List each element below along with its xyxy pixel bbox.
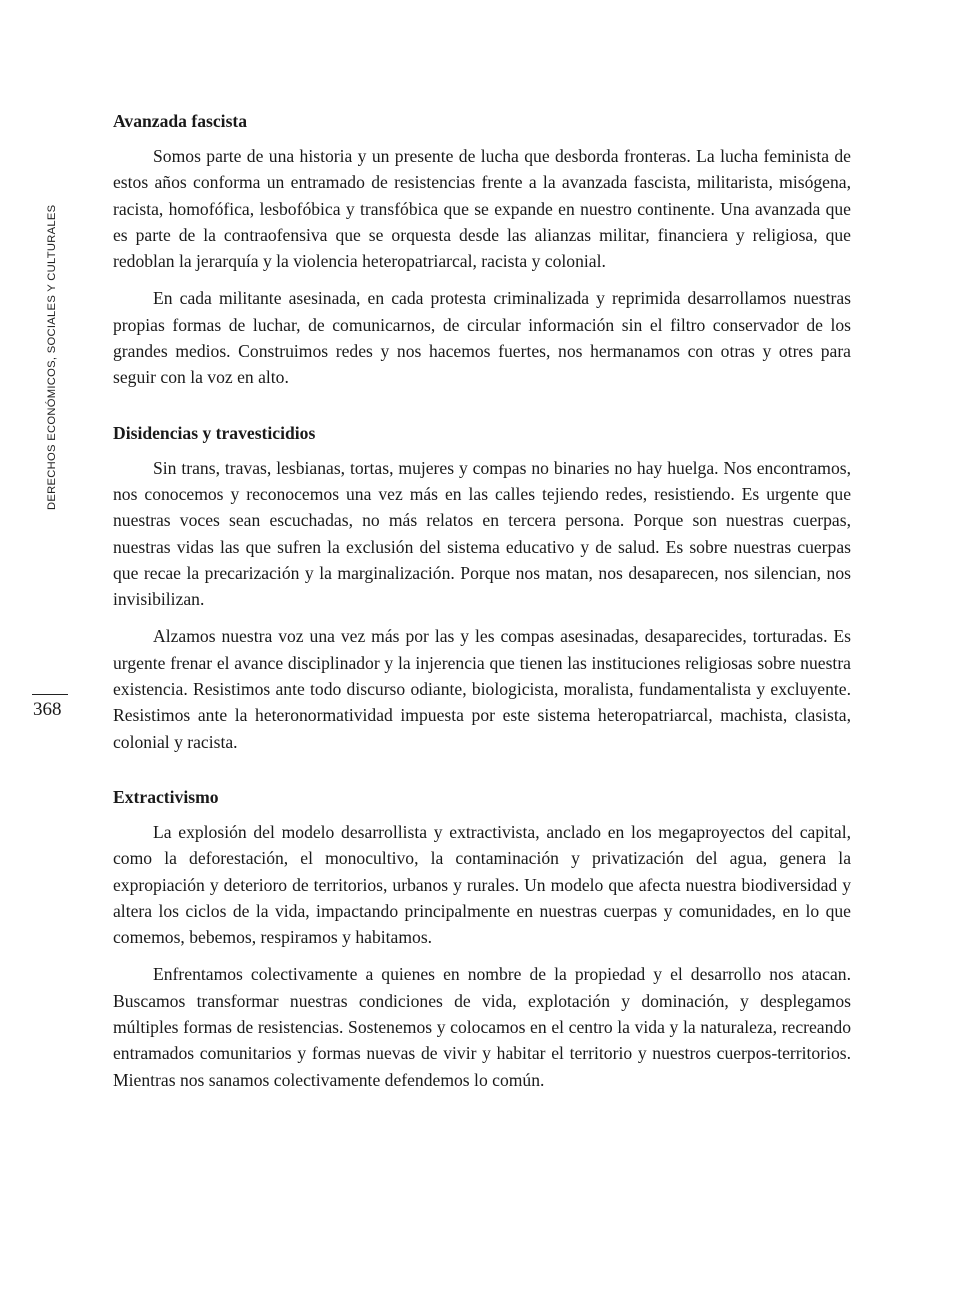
section-extractivismo bbox=[113, 784, 851, 1093]
paragraph: Alzamos nuestra voz una vez más por las y les compas asesinadas, desaparecides, torturadas. Es urgente frenar el avance disciplinador y la injerencia que tienen las instituciones religiosas sobre nuestra existencia. Resistimos ante todo discurso odiante, biologicista, moralista, fundamentalista y excluyente. Resistimos ante la heteronormatividad impuesta por este sistema heteropatriarcal, machista, clasista, colonial y racista. bbox=[113, 626, 851, 752]
paragraph: Sin trans, travas, lesbianas, tortas, mujeres y compas no binaries no hay huelga. Nos encontramos, nos conocemos y reconocemos una vez más en las calles tejiendo redes, resistiendo. Es urgente que nuestras voces sean escuchadas, no más relatos en tercera persona. Porque son nuestras cuerpas, nuestras vidas las que sufren la exclusión del sistema educativo y de salud. Es sobre nuestras cuerpas que recae la precarización y la marginalización. Porque nos matan, nos desaparecen, nos silencian, nos invisibilizan. bbox=[113, 457, 851, 610]
running-head: DERECHOS ECONÓMICOS, SOCIALES Y CULTURALES bbox=[46, 204, 58, 510]
paragraph: La explosión del modelo desarrollista y extractivista, anclado en los megaproyectos del capital, como la deforestación, el monocultivo, la contaminación y privatización del agua, genera la expropiación y deterioro de territorios, urbanos y rurales. Un modelo que afecta nuestra biodiversidad y altera los ciclos de la vida, impactando principalmente en nuestras cuerpas y comunidades, en lo que comemos, bebemos, respiramos y habitamos. bbox=[113, 821, 851, 948]
section-disidencias bbox=[113, 420, 851, 755]
paragraph: Somos parte de una historia y un presente de lucha que desborda fronteras. La lucha feminista de estos años conforma un entramado de resistencias frente a la avanzada fascista, militarista, misógena, racista, homofófica, lesbofóbica y transfóbica que se expande en nuestro continente. Una avanzada que es parte de la contraofensiva que se orquesta desde las alianzas militar, financiera y religiosa, que redoblan la jerarquía y la violencia heteropatriarcal, racista y colonial. bbox=[113, 146, 851, 272]
folio-rule bbox=[32, 694, 68, 695]
section-heading: Disidencias y travesticidios bbox=[113, 422, 316, 443]
page-number: 368 bbox=[33, 699, 62, 720]
section-heading: Extractivismo bbox=[113, 786, 219, 807]
section-heading: Avanzada fascista bbox=[113, 111, 248, 131]
main-text bbox=[113, 108, 851, 1122]
paragraph: Enfrentamos colectivamente a quienes en nombre de la propiedad y el desarrollo nos atacan. Buscamos transformar nuestras condiciones de vida, explotación y dominación, y desplegamos múltiples formas de resistencias. Sostenemos y colocamos en el centro la vida y la naturaleza, recreando entramados comunitarios y formas nuevas de vivir y habitar el territorio y nuestros cuerpos-territorios. Mientras nos sanamos colectivamente defendemos lo común. bbox=[113, 964, 851, 1090]
paragraph: En cada militante asesinada, en cada protesta criminalizada y reprimida desarrollamos nuestras propias formas de luchar, de comunicarnos, de circular información sin el filtro conservador de los grandes medios. Construimos redes y nos hacemos fuertes, nos hermanamos con otras y otres para seguir con la voz en alto. bbox=[113, 288, 851, 388]
section-avanzada-fascista bbox=[113, 108, 851, 391]
